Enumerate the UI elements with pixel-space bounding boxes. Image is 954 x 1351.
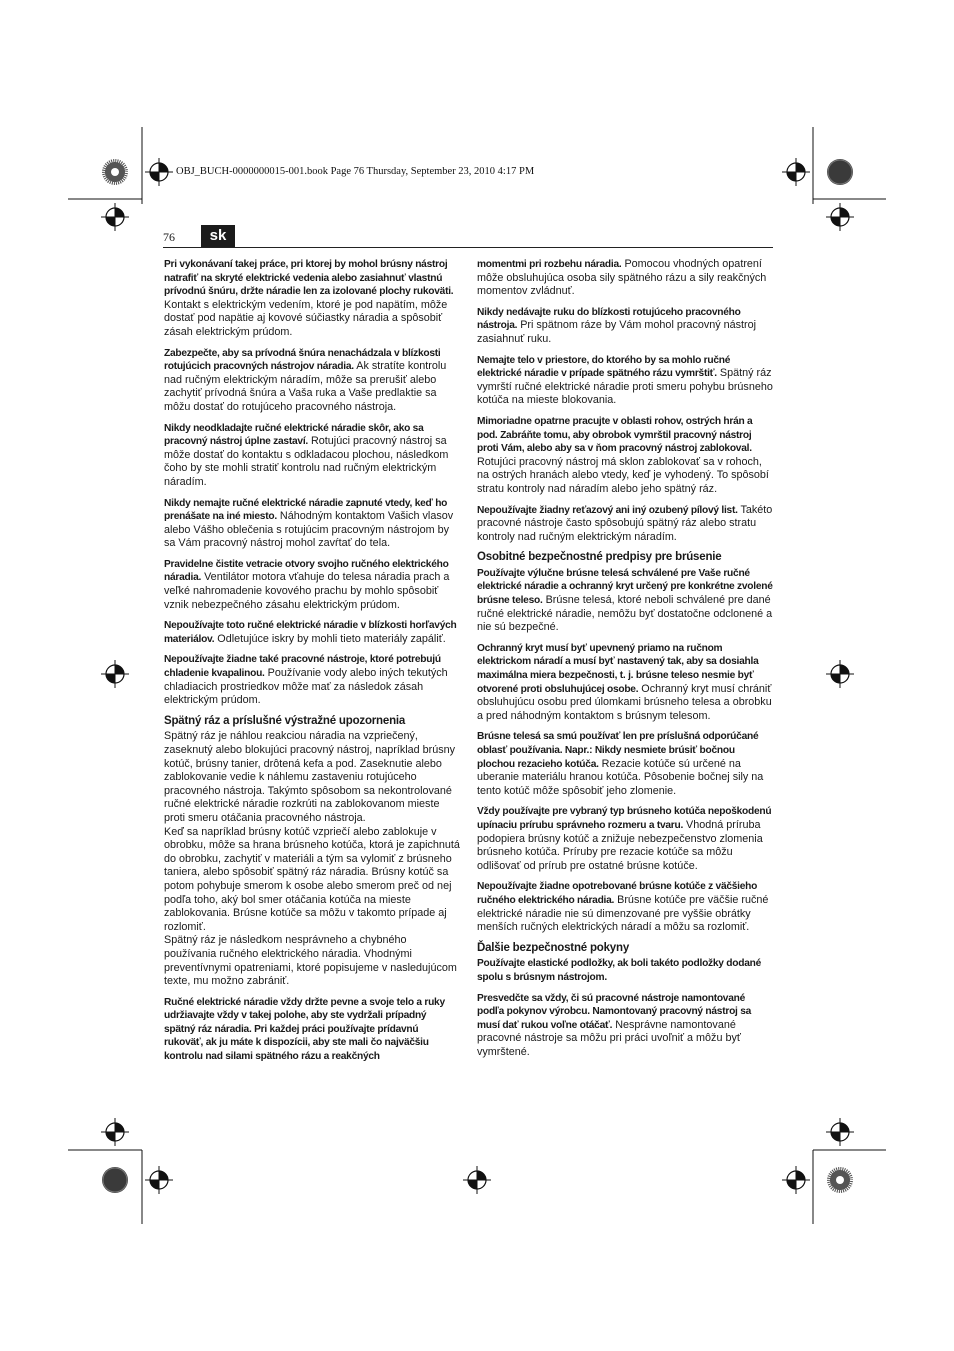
paragraph: Nepoužívajte žiadne také pracovné nástroje, ktoré potrebujú chladenie kvapalinou. Používanie vody alebo iných tekutých chladiacich prostriedkov môže mať za následok zásah elektrickým prúdom.	[164, 654, 448, 707]
paragraph: Brúsne telesá sa smú používať len pre príslušná odporúčané oblasť používania. Napr.: Nikdy nesmiete brúsiť bočnou plochou rezacieho kotúča. Rezacie kotúče sú určené na uberanie materiálu hranou kotúča. Pôsobenie bočnej sily na tento kotúč môže spôsobiť jeho zlomenie.	[477, 731, 764, 797]
paragraph: Presvedčte sa vždy, či sú pracovné nástroje namontované podľa pokynov výrobcu. Namontovaný pracovný nástroj sa musí dať rukou voľne otáčať. Nesprávne namontované pracovné nástroje sa môžu pri práci uvoľniť a môžu byť vymrštené.	[477, 992, 752, 1058]
paragraph: Pravidelne čistite vetracie otvory svojho ručného elektrického náradia. Ventilátor motora vťahuje do telesa náradia prach a veľké nahromadenie kovového prachu by mohlo spôsobiť vznik nebezpečného zásahu elektrickým prúdom.	[164, 558, 450, 611]
paragraph: Nikdy neodkladajte ručné elektrické náradie skôr, ako sa pracovný nástroj úplne zastaví. Rotujúci pracovný nástroj sa môže dostať do kontaktu s odkladacou plochou, následkom čoho by ste mohli stratiť kontrolu nad ručným elektrickým náradím.	[164, 422, 449, 488]
paragraph: Vždy používajte pre vybraný typ brúsneho kotúča nepoškodenú upínaciu prírubu správneho rozmeru a tvaru. Vhodná príruba podopiera brúsny kotúč a znižuje nebezpečenstvo zlomenia brúsneho kotúča. Príruby pre rezacie kotúče sa môžu odlišovať od prírub pre ostatné brúsne kotúče.	[477, 806, 772, 872]
paragraph: Nepoužívajte žiadne opotrebované brúsne kotúče z väčšieho ručného elektrického náradia. Brúsne kotúče pre väčšie ručné elektrické náradie nie sú dimenzované pre vyššie obrátky menších ručných elektrických náradí a môžu sa rozlomiť.	[477, 881, 769, 934]
file-header: OBJ_BUCH-0000000015-001.book Page 76 Thursday, September 23, 2010 4:17 PM	[176, 166, 535, 177]
paragraph: Používajte výlučne brúsne telesá schválené pre Vaše ručné elektrické náradie a ochranný kryt určený pre konkrétne zvolené brúsne teleso. Brúsne telesá, ktoré neboli schválené pre dané ručné elektrické náradie, nemôžu byť dostatočne odclonené a nie sú bezpečné.	[477, 567, 773, 634]
right-column	[477, 258, 774, 1066]
header-rule	[163, 247, 773, 248]
paragraph: Ručné elektrické náradie vždy držte pevne a svoje telo a ruky udržiavajte vždy v takej polohe, aby ste vydržali prípadný spätný ráz náradia. Pri každej práci používajte prídavnú rukoväť, ak ju máte k dispozícii, aby ste mali čo najväčšiu kontrolu nad silami spätného rázu a reakčných	[164, 996, 445, 1063]
paragraph: Nikdy nemajte ručné elektrické náradie zapnuté vtedy, keď ho prenášate na iné miesto. Náhodným kontaktom Vašich vlasov alebo Vášho oblečenia s rotujúcim pracovným nástrojom by sa Vám pracovný nástroj mohol zavŕtať do tela.	[164, 497, 454, 550]
paragraph: Nepoužívajte žiadny reťazový ani iný ozubený pílový list. Takéto pracovné nástroje často spôsobujú spätný ráz alebo stratu kontroly nad ručným elektrickým náradím.	[477, 503, 773, 543]
paragraph: momentmi pri rozbehu náradia. Pomocou vhodných opatrení môže obsluhujúca osoba sily spätného rázu a sily reakčných momentov zvládnuť.	[477, 258, 767, 298]
paragraph: Pri vykonávaní takej práce, pri ktorej by mohol brúsny nástroj natrafiť na skryté elektrické vedenia alebo zasiahnuť vlastnú prívodnú šnúru, držte náradie len za izolované plochy rukoväti. Kontakt s elektrickým vedením, ktoré je pod napätím, môže dostať pod napätie aj kovové súčiastky náradia a spôsobiť zásah elektrickým prúdom.	[164, 259, 454, 338]
section-heading: Spätný ráz a príslušné výstražné upozornenia	[164, 714, 406, 727]
paragraph: Zabezpečte, aby sa prívodná šnúra nenachádzala v blízkosti rotujúcich pracovných nástrojov náradia. Ak stratíte kontrolu nad ručným elektrickým náradím, môže sa prerušiť alebo zachytiť prívodná šnúra a Vaša ruka a Vaše predlaktie sa môžu dostať do rotujúceho pracovného nástroja.	[164, 347, 447, 413]
paragraph: Keď sa napríklad brúsny kotúč vzpriečí alebo zablokuje v obrobku, môže sa hrana brúsneho kotúča, ktorá je zapichnutá do obrobku, zachytiť v materiáli a tým sa vylomiť z brúsneho taniera, alebo spôsobiť spätný ráz náradia. Brúsny kotúč sa potom pohybuje smerom k osobe alebo smerom preč od nej podľa toho, aký bol smer otáčania kotúča na mieste zablokovania. Brúsne kotúče sa môžu v takomto prípade aj rozlomiť.	[164, 825, 460, 933]
language-tab: sk	[201, 225, 235, 247]
paragraph: Spätný ráz je následkom nesprávneho a chybného používania ručného elektrického náradia. Vhodnými preventívnymi opatreniami, ktoré popisujeme v nasledujúcom texte, mu možno zabrániť.	[164, 934, 457, 988]
section-heading: Osobitné bezpečnostné predpisy pre brúsenie	[477, 551, 722, 564]
section-heading: Ďalšie bezpečnostné pokyny	[477, 941, 630, 954]
paragraph: Mimoriadne opatrne pracujte v oblasti rohov, ostrých hrán a pod. Zabráňte tomu, aby obrobok vymrštil pracovný nástroj proti Vám, alebo aby sa v ňom pracovný nástroj zablokoval. Rotujúci pracovný nástroj má sklon zablokovať sa v rohoch, na ostrých hranách alebo vtedy, keď je vyhodený. To spôsobí stratu kontroly nad náradím alebo jeho spätný ráz.	[477, 415, 769, 495]
paragraph: Spätný ráz je náhlou reakciou náradia na vzpriečený, zaseknutý alebo blokujúci pracovný nástroj, napríklad brúsny kotúč, brúsny tanier, drôtená kefa a pod. Zaseknutie alebo zablokovanie vedie k náhlemu zastaveniu rotujúceho pracovného nástroja. Takýmto spôsobom sa nekontrolované ručné elektrické náradie rozkrúti na zablokovanom mieste proti smeru otáčania pracovného nástroja.	[164, 730, 456, 824]
page-number: 76	[163, 230, 175, 244]
left-column	[164, 258, 460, 1071]
paragraph: Nepoužívajte toto ručné elektrické náradie v blízkosti horľavých materiálov. Odletujúce iskry by mohli tieto materiály zapáliť.	[164, 620, 457, 645]
paragraph: Používajte elastické podložky, ak boli takéto podložky dodané spolu s brúsnym nástrojom.	[477, 958, 762, 983]
paragraph: Nemajte telo v priestore, do ktorého by sa mohlo ručné elektrické náradie v prípade spätného rázu vymrštiť. Spätný ráz vymrští ručné elektrické náradie proti smeru pohybu brúsneho kotúča na mieste blokovania.	[477, 354, 773, 407]
paragraph: Ochranný kryt musí byť upevnený priamo na ručnom elektrickom náradí a musí byť nastavený tak, aby sa dosiahla maximálna miera bezpečnosti, t. j. brúsne teleso nesmie byť otvorené proti obsluhujúcej osobe. Ochranný kryt musí chrániť obsluhujúcu osobu pred úlomkami brúsneho telesa a obrobku a pred náhodným kontaktom s brúsnym telesom.	[477, 642, 772, 722]
paragraph: Nikdy nedávajte ruku do blízkosti rotujúceho pracovného nástroja. Pri spätnom ráze by Vám mohol pracovný nástroj zasiahnuť ruku.	[477, 306, 757, 345]
